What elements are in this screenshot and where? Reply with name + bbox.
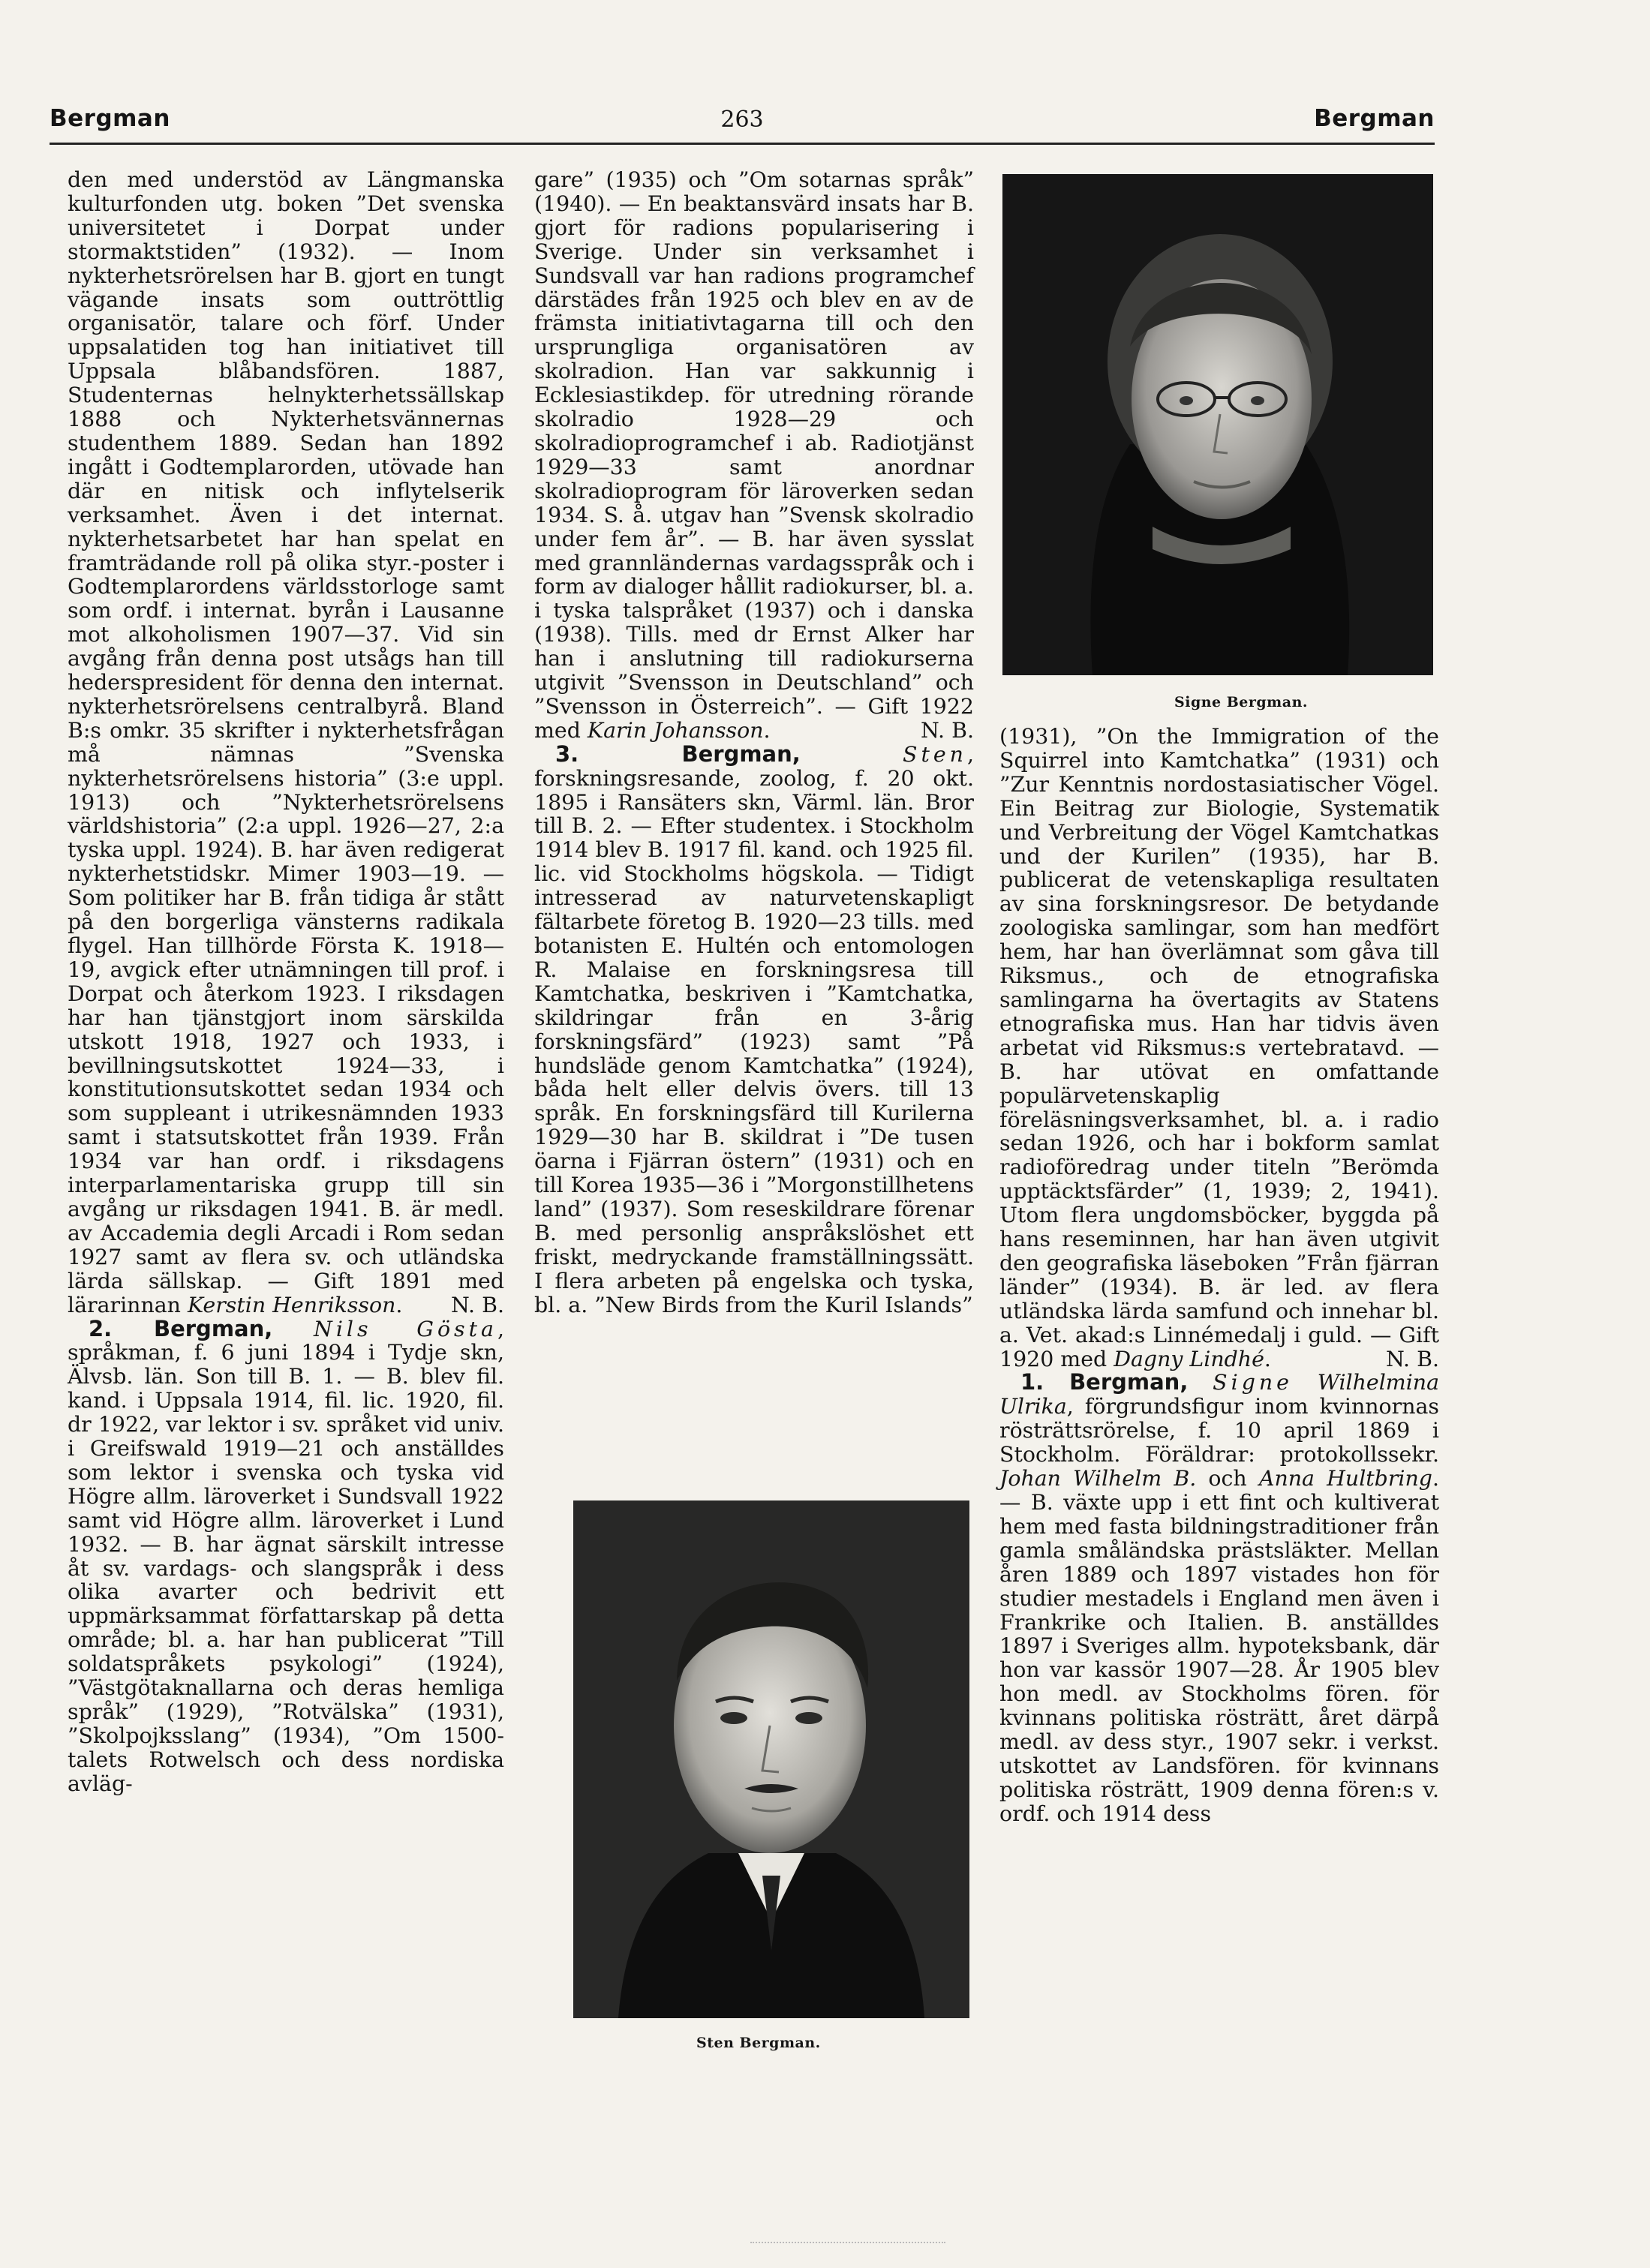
portrait-man-image [573, 1500, 969, 2018]
header-right-name: Bergman [1314, 105, 1435, 132]
biography-entry: 2. Bergman, Nils Gösta, språkman, f. 6 juni 1894 i Tydje skn, Älvsb. län. Son till B. 1. — B. blev fil. kand. i Uppsala 1914, fil. lic. 1920, fil. dr 1922, var lektor i sv. språket vid univ. i Greifswald 1919—21 och anställdes som lektor i svenska och tyska vid Högre allm. läroverket i Sundsvall 1922 samt vid Högre allm. läroverket i Lund 1932. — B. har ägnat särskilt intresse åt sv. vardags- och slangspråk i dess olika avarter och bedrivit ett uppmärksammat författarskap på detta område; bl. a. har han publicerat ”Till soldatspråkets psykologi” (1924), ”Västgötaknallarna och deras hemliga språk” (1929), ”Rotvälska” (1931), ”Skolpojksslang” (1934), ”Om 1500-talets Rotwelsch och dess nordiska avläg- [68, 1315, 504, 1796]
column-1 [68, 168, 504, 1796]
body-paragraph: den med understöd av Längmanska kulturfonden utg. boken ”Det svenska universitetet i Dorpat under stormaktstiden” (1932). — Inom nykterhetsrörelsen har B. gjort en tungt vägande insats som outtröttlig organisatör, talare och förf. Under uppsalatiden tog han initiativet till Uppsala blåbandsfören. 1887, Studenternas helnykterhetssällskap 1888 och Nykterhetsvännernas studenthem 1889. Sedan han 1892 ingått i Godtemplarorden, utövade han där en nitisk och inflytelserik verksamhet. Även i det internat. nykterhetsarbetet har han spelat en framträdande roll på olika styr.-poster i Godtemplarordens världsstorloge samt som ordf. i internat. byrån i Lausanne mot alkoholismen 1907—37. Vid sin avgång från denna post utsågs han till hederspresident för denna den internat. nykterhetsrörelsens centralbyrå. Bland B:s omkr. 35 skrifter i nykterhetsfrågan må nämnas ”Svenska nykterhetsrörelsens historia” (3:e uppl. 1913) och ”Nykterhetsrörelsens världshistoria” (2:a uppl. 1926—27, 2:a tyska uppl. 1924). B. har även redigerat nykterhetstidskr. Mimer 1903—19. — Som politiker har B. från tidiga år stått på den borgerliga vänsterns radikala flygel. Han tillhörde Första K. 1918—19, avgick efter utnämningen till prof. i Dorpat och återkom 1923. I riksdagen har han tjänstgjort inom särskilda utskott 1918, 1927 och 1933, i bevillningsutskottet 1924—33, i konstitutionsutskottet sedan 1934 och som suppleant i utrikesnämnden 1933 samt i statsutskottet från 1939. Från 1934 var han ordf. i riksdagens interparlamentariska grupp till sin avgång ur riksdagen 1941. B. är medl. av Accademia degli Arcadi i Rom sedan 1927 samt av flera sv. och utländska lärda sällskap. — Gift 1891 med lärarinnan Kerstin Henriksson. N. B. [68, 167, 504, 1317]
running-header [50, 105, 1435, 143]
biography-entry: 3. Bergman, Sten, forskningsresande, zoolog, f. 20 okt. 1895 i Ransäters skn, Värml. län. Bror till B. 2. — Efter studentex. i Stockholm 1914 blev B. 1917 fil. kand. och 1925 fil. lic. vid Stockholms högskola. — Tidigt intresserad av naturvetenskapligt fältarbete företog B. 1920—23 tills. med botanisten E. Hultén och entomologen R. Malaise en forskningsresa till Kamtchatka, beskriven i ”Kamtchatka, skildringar från en 3-årig forskningsfärd” (1923) samt ”På hundsläde genom Kamtchatka” (1924), båda helt eller delvis övers. till 13 språk. En forskningsfärd till Kurilerna 1929—30 har B. skildrat i ”De tusen öarna i Fjärran östern” (1931) och en till Korea 1935—36 i ”Morgonstillhetens land” (1937). Som reseskildrare förenar B. med personlig anspråkslöshet ett friskt, medryckande framställningssätt. I flera arbeten på engelska och tyska, bl. a. ”New Birds from the Kuril Islands” [534, 740, 974, 1317]
photo-sten-bergman [573, 1500, 969, 2018]
entry-heading: 3. Bergman, [555, 740, 801, 767]
caption-sten-bergman: Sten Bergman. [696, 2035, 821, 2051]
column-3 [999, 725, 1439, 1826]
body-paragraph: gare” (1935) och ”Om sotarnas språk” (1940). — En beaktansvärd insats har B. gjort för radions popularisering i Sverige. Under sin verksamhet i Sundsvall var han radions programchef därstädes från 1925 och blev en av de främsta initiativtagarna till och den ursprungliga organisatören av skolradion. Han var sakkunnig i Ecklesiastikdep. för utredning rörande skolradio 1928—29 och skolradioprogramchef i ab. Radiotjänst 1929—33 samt anordnar skolradioprogram för läroverken sedan 1934. S. å. utgav han ”Svensk skolradio under fem år”. — B. har även sysslat med grannländernas vardagsspråk och i form av dialoger hållit radiokurser, bl. a. i tyska talspråket (1937) och i danska (1938). Tills. med dr Ernst Alker har han i anslutning till radiokurserna utgivit ”Svensson in Deutschland” och ”Svensson in Österreich”. — Gift 1922 med Karin Johansson. N. B. [534, 167, 974, 743]
column-2 [534, 168, 974, 1317]
caption-signe-bergman: Signe Bergman. [1174, 694, 1309, 710]
body-paragraph: (1931), ”On the Immigration of the Squirrel into Kamtchatka” (1931) och ”Zur Kenntnis nordostasiatischer Vögel. Ein Beitrag zur Biologie, Systematik und Verbreitung der Vögel Kamtchatkas und der Kurilen” (1935), har B. publicerat de vetenskapliga resultaten av sina forskningsresor. De betydande zoologiska samlingar, som han medfört hem, har han överlämnat som gåva till Riksmus., och de etnografiska samlingarna ha övertagits av Statens etnografiska mus. Han har tidvis även arbetat vid Riksmus:s vertebratavd. — B. har utövat en omfattande populärvetenskaplig föreläsningsverksamhet, bl. a. i radio sedan 1926, och har i bokform samlat radioföredrag under titeln ”Berömda upptäcktsfärder” (1, 1939; 2, 1941). Utom flera ungdomsböcker, byggda på hans reseminnen, har han även utgivit den geografiska läseboken ”Från fjärran länder” (1934). B. är led. av flera utländska lärda samfund och innehar bl. a. Vet. akad:s Linnémedalj i guld. — Gift 1920 med Dagny Lindhé. N. B. [999, 724, 1439, 1371]
portrait-woman-image [1002, 174, 1433, 675]
entry-heading: 1. Bergman, [1020, 1369, 1189, 1395]
header-left-name: Bergman [50, 105, 170, 132]
header-rule [50, 143, 1435, 145]
bottom-dotted-mark [750, 2242, 945, 2245]
page-number: 263 [720, 107, 764, 133]
photo-signe-bergman [1002, 174, 1433, 675]
biography-entry: 1. Bergman, Signe Wilhelmina Ulrika, förgrundsfigur inom kvinnornas rösträttsrörelse, f. 10 april 1869 i Stockholm. Föräldrar: protokollssekr. Johan Wilhelm B. och Anna Hultbring. — B. växte upp i ett fint och kultiverat hem med fasta bildningstraditioner från gamla småländska prästsläkter. Mellan åren 1889 och 1897 vistades hon för studier mestadels i England men även i Frankrike och Italien. B. anställdes 1897 i Sveriges allm. hypoteksbank, där hon var kassör 1907—28. År 1905 blev hon medl. av Stockholms fören. för kvinnans politiska rösträtt, året därpå medl. av dess styr., 1907 sekr. i verkst. utskottet av Landsfören. för kvinnans politiska rösträtt, 1909 denna fören:s v. ordf. och 1914 dess [999, 1369, 1440, 1826]
entry-heading: 2. Bergman, [89, 1315, 273, 1341]
